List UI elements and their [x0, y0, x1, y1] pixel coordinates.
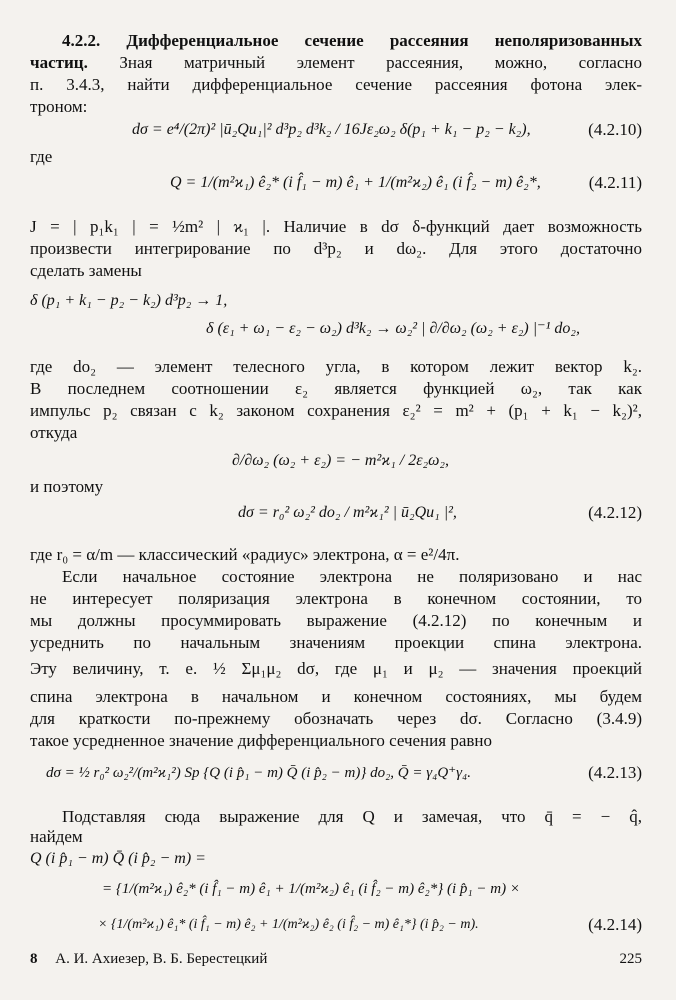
- paragraph-line: Если начальное состояние электрона не поляризовано и нас: [62, 567, 642, 586]
- paragraph-line: импульс p₂ связан с k₂ законом сохранения ε₂² = m² + (p₁ + k₁ − k₂)²,: [30, 401, 642, 420]
- page-number: 225: [619, 951, 642, 967]
- paragraph-line: такое усредненное значение дифференциального сечения равно: [30, 731, 492, 750]
- equation-4-2-13: dσ = ½ r₀² ω₂²/(m²ϰ₁²) Sp {Q (i p̂₁ − m) Q̄ (i p̂₂ − m)} do₂, Q̄ = γ₄Q⁺γ₄.: [46, 765, 471, 781]
- paragraph-line: сделать замены: [30, 261, 142, 280]
- page-footer: [30, 948, 642, 970]
- paragraph-text: Зная матричный элемент рассеяния, можно, согласно: [119, 53, 642, 72]
- paragraph-line: не интересует поляризация электрона в конечном состоянии, то: [30, 589, 642, 608]
- equation-number: (4.2.12): [588, 503, 642, 522]
- paragraph-line: В последнем соотношении ε₂ является функцией ω₂, так как: [30, 379, 642, 398]
- section-heading-line: [62, 30, 642, 52]
- signature-mark: 8: [30, 951, 38, 967]
- authors: А. И. Ахиезер, В. Б. Берестецкий: [55, 951, 268, 967]
- paragraph-line: J = | p₁k₁ | = ½m² | ϰ₁ |. Наличие в dσ δ-функций дает возможность: [30, 217, 642, 236]
- equation-number: (4.2.11): [588, 173, 642, 192]
- substitution-equation: δ (p₁ + k₁ − p₂ − k₂) d³p₂ → 1,: [30, 292, 228, 309]
- paragraph-line: откуда: [30, 423, 78, 442]
- paragraph-line: найдем: [30, 827, 83, 846]
- equation-4-2-14-lhs: Q (i p̂₁ − m) Q̄ (i p̂₂ − m) =: [30, 850, 206, 867]
- paragraph-line: спина электрона в начальном и конечном состояниях, мы будем: [30, 687, 642, 706]
- paragraph-line: Эту величину, т. е. ½ Σμ₁μ₂ dσ, где μ₁ и μ₂ — значения проекций: [30, 659, 642, 678]
- paragraph-line: где: [30, 147, 53, 166]
- paragraph-line: [30, 52, 642, 74]
- paragraph-line: произвести интегрирование по d³p₂ и dω₂. Для этого достаточно: [30, 239, 642, 258]
- equation-number: (4.2.14): [588, 915, 642, 934]
- equation-number: (4.2.13): [588, 763, 642, 782]
- paragraph-line: где do₂ — элемент телесного угла, в котором лежит вектор k₂.: [30, 357, 642, 376]
- equation-4-2-14-line: × {1/(m²ϰ₁) ê₁* (i f̂₁ − m) ê₂ + 1/(m²ϰ₂) ê₂ (i f̂₂ − m) ê₁*} (i p̂₂ − m).: [98, 917, 479, 932]
- paragraph-line: усреднить по начальным значениям проекции спина электрона.: [30, 633, 642, 652]
- paragraph-line: мы должны просуммировать выражение (4.2.12) по конечным и: [30, 611, 642, 630]
- paragraph-line: для краткости по-прежнему обозначать через dσ. Согласно (3.4.9): [30, 709, 642, 728]
- equation-4-2-11: Q = 1/(m²ϰ₁) ê₂* (i f̂₁ − m) ê₁ + 1/(m²ϰ₂) ê₁ (i f̂₂ − m) ê₂*,: [170, 174, 541, 191]
- equation-4-2-14-line: = {1/(m²ϰ₁) ê₂* (i f̂₁ − m) ê₁ + 1/(m²ϰ₂) ê₁ (i f̂₂ − m) ê₂*} (i p̂₁ − m) ×: [102, 881, 520, 897]
- equation-number: (4.2.10): [588, 120, 642, 139]
- section-heading: 4.2.2. Дифференциальное сечение рассеяния неполяризованных: [62, 31, 642, 50]
- paragraph-line: и поэтому: [30, 477, 104, 496]
- substitution-equation: δ (ε₁ + ω₁ − ε₂ − ω₂) d³k₂ → ω₂² | ∂/∂ω₂ (ω₂ + ε₂) |⁻¹ do₂,: [206, 320, 580, 337]
- paragraph-line: троном:: [30, 97, 88, 116]
- paragraph-line: п. 3.4.3, найти дифференциальное сечение рассеяния фотона элек-: [30, 75, 642, 94]
- equation-4-2-10: dσ = e⁴/(2π)² |ū₂Qu₁|² d³p₂ d³k₂ / 16Jε₂ω₂ δ(p₁ + k₁ − p₂ − k₂),: [132, 121, 531, 138]
- equation-4-2-12: dσ = r₀² ω₂² do₂ / m²ϰ₁² | ū₂Qu₁ |²,: [238, 504, 457, 521]
- section-heading-cont: частиц.: [30, 53, 88, 72]
- paragraph-line: Подставляя сюда выражение для Q и замечая, что q̄ = − q̂,: [62, 807, 642, 826]
- paragraph-line: где r₀ = α/m — классический «радиус» электрона, α = e²/4π.: [30, 545, 460, 564]
- derivative-equation: ∂/∂ω₂ (ω₂ + ε₂) = − m²ϰ₁ / 2ε₂ω₂,: [232, 452, 449, 469]
